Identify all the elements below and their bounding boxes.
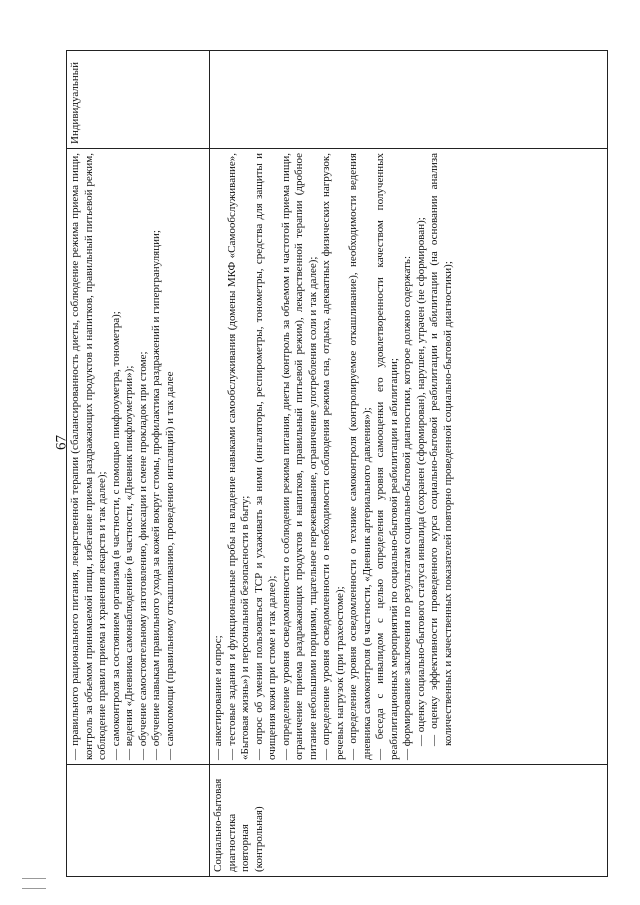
list-item: — беседа с инвалидом с целью определения уровня самооценки его удовлетворенности качеством полученных реабилитационных мероприятий по социально-бытовой реабилитации и абилитации;	[374, 153, 400, 760]
list-item: — определение уровня осведомленности о технике самоконтроля (контролируемое откашливание), необходимости ведения дневника самоконтроля (в частности, «Дневник артериального давления»);	[347, 153, 373, 760]
list-item: — ведения «Дневника самонаблюдений» (в частности, «Дневник пикфлоуметрии»);	[123, 365, 135, 760]
content-cell	[67, 149, 210, 765]
method-cell	[67, 765, 210, 877]
list-item: — анкетирование и опрос;	[212, 635, 224, 760]
list-item: — самоконтроля за состоянием организма (в частности, с помощью пикфлоуметра, тонометра);	[109, 311, 122, 760]
form-cell: Индивидуальный	[67, 51, 210, 149]
form-cell	[210, 51, 608, 149]
table-row	[67, 51, 210, 877]
list-item: — определение уровня осведомленности о необходимости соблюдения режима сна, отдыха, адекватных физических нагрузок, речевых нагрузок (при трахеостоме);	[320, 153, 346, 760]
list-item: — опрос об умении пользоваться ТСР и ухаживать за ними (ингаляторы, респирометры, тонометры, средства для защиты и очищения кожи при стоме и так далее);	[252, 153, 278, 760]
list-item: — правильного рационального питания, лекарственной терапии (сбалансированность диеты, соблюдение режима приема пищи, контроль за объемом принимаемой пищи, избегание приема раздражающих продуктов и напитков, правильный питьевой режим, соблюдение правил приема и хранения лекарств и так далее);	[69, 153, 108, 760]
content-cell	[210, 149, 608, 765]
scan-edge-line	[22, 878, 46, 879]
scan-edge-line	[22, 888, 46, 889]
list-item: — определение уровня осведомленности о соблюдении режима питания, диеты (контроль за объемом и частотой приема пищи, ограничение приема раздражающих продуктов и напитков, правильный питьевой режим), лекарственной терапии (дробное питание небольшими порциями, тщательное пережевывание, ограничение употребления соли и так далее);	[279, 153, 319, 760]
rehabilitation-table	[66, 50, 608, 877]
list-item: — тестовые задания и функциональные пробы на владение навыками самообслуживания (домены МКФ «Самообслуживание», «Бытовая жизнь») и персональной безопасности в быту;	[225, 153, 251, 760]
method-cell: Социально-бытовая диагностика повторная (контрольная)	[210, 765, 608, 877]
rotated-table-container	[66, 51, 607, 877]
list-item: — обучение навыкам правильного ухода за кожей вокруг стомы, профилактика раздражений и гипергрануляции;	[150, 230, 162, 760]
sub-list-item: — оценку социально-бытового статуса инвалида (сохранен (сформирован), нарушен, утрачен (не сформирован);	[414, 217, 427, 746]
list-item: — самопомощи (правильному откашливанию, проведению ингаляций) и так далее	[163, 371, 176, 760]
sub-list-item: — оценку эффективности проведенного курса социально-бытовой реабилитации и абилитации (на основании анализа количественных и качественных показателей повторно проведенной социально-бытовой диагностики);	[428, 153, 454, 746]
list-item: — формирование заключения по результатам социально-бытовой диагностики, которое должно содержать:	[401, 255, 413, 760]
table-row	[210, 51, 608, 877]
list-item: — обучение самостоятельному изготовлению, фиксации и смене прокладок при стоме;	[136, 351, 149, 760]
page-number: 67	[53, 435, 70, 450]
